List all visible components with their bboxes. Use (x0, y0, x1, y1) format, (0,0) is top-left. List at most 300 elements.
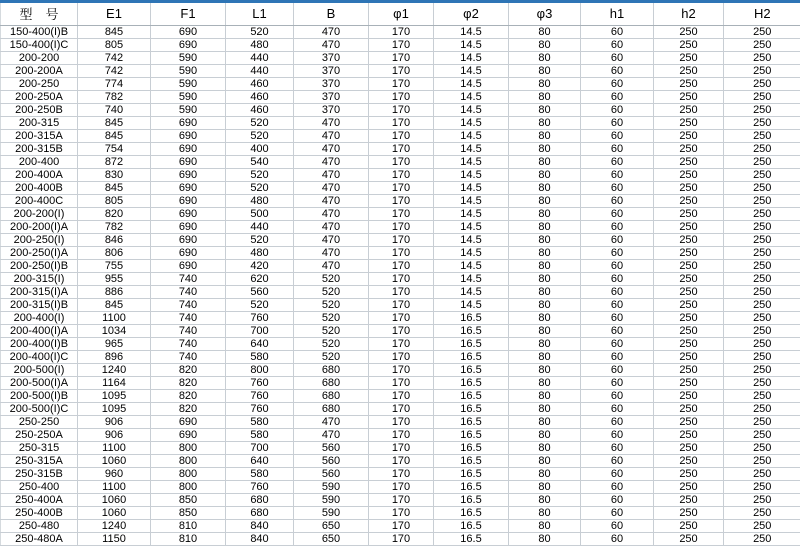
cell-model: 250-315A (1, 454, 78, 467)
cell-value: 250 (724, 103, 800, 116)
cell-value: 820 (151, 363, 226, 376)
cell-value: 16.5 (434, 324, 509, 337)
cell-model: 200-200(I) (1, 207, 78, 220)
cell-value: 80 (509, 337, 581, 350)
cell-value: 540 (226, 155, 294, 168)
cell-value: 250 (654, 467, 724, 480)
cell-value: 846 (78, 233, 151, 246)
cell-value: 80 (509, 129, 581, 142)
cell-value: 250 (724, 272, 800, 285)
cell-value: 14.5 (434, 155, 509, 168)
cell-value: 60 (581, 168, 654, 181)
table-row (1, 363, 800, 376)
cell-value: 250 (654, 376, 724, 389)
cell-value: 590 (151, 103, 226, 116)
cell-model: 200-500(I) (1, 363, 78, 376)
cell-value: 560 (294, 467, 369, 480)
cell-value: 250 (654, 168, 724, 181)
cell-value: 400 (226, 142, 294, 155)
cell-value: 170 (369, 441, 434, 454)
cell-value: 250 (724, 233, 800, 246)
cell-value: 60 (581, 90, 654, 103)
cell-value: 80 (509, 25, 581, 38)
cell-value: 896 (78, 350, 151, 363)
cell-value: 1240 (78, 363, 151, 376)
cell-value: 250 (654, 90, 724, 103)
cell-value: 170 (369, 38, 434, 51)
cell-value: 480 (226, 246, 294, 259)
cell-value: 845 (78, 116, 151, 129)
cell-value: 60 (581, 181, 654, 194)
cell-model: 250-400 (1, 480, 78, 493)
table-row (1, 155, 800, 168)
cell-value: 440 (226, 220, 294, 233)
cell-value: 805 (78, 38, 151, 51)
cell-value: 60 (581, 38, 654, 51)
cell-model: 200-250(I) (1, 233, 78, 246)
cell-value: 250 (654, 441, 724, 454)
cell-value: 60 (581, 142, 654, 155)
cell-value: 520 (294, 311, 369, 324)
cell-value: 250 (654, 493, 724, 506)
cell-value: 250 (724, 51, 800, 64)
cell-value: 14.5 (434, 51, 509, 64)
cell-value: 170 (369, 428, 434, 441)
cell-model: 200-200 (1, 51, 78, 64)
cell-value: 250 (654, 415, 724, 428)
cell-value: 1034 (78, 324, 151, 337)
cell-value: 170 (369, 207, 434, 220)
cell-value: 170 (369, 467, 434, 480)
cell-value: 590 (151, 90, 226, 103)
cell-value: 80 (509, 480, 581, 493)
cell-value: 470 (294, 129, 369, 142)
column-header: φ1 (369, 3, 434, 25)
cell-model: 250-480A (1, 532, 78, 545)
cell-value: 14.5 (434, 194, 509, 207)
table-row (1, 506, 800, 519)
cell-value: 690 (151, 25, 226, 38)
cell-value: 80 (509, 77, 581, 90)
cell-value: 250 (654, 519, 724, 532)
cell-value: 170 (369, 142, 434, 155)
cell-value: 250 (724, 220, 800, 233)
cell-value: 820 (151, 376, 226, 389)
cell-value: 470 (294, 168, 369, 181)
cell-value: 590 (294, 506, 369, 519)
cell-value: 470 (294, 415, 369, 428)
cell-value: 80 (509, 116, 581, 129)
cell-value: 820 (78, 207, 151, 220)
cell-value: 680 (226, 493, 294, 506)
cell-value: 580 (226, 350, 294, 363)
cell-value: 80 (509, 454, 581, 467)
cell-value: 14.5 (434, 129, 509, 142)
cell-value: 680 (294, 389, 369, 402)
cell-value: 80 (509, 415, 581, 428)
cell-value: 740 (151, 350, 226, 363)
cell-value: 16.5 (434, 493, 509, 506)
cell-value: 500 (226, 207, 294, 220)
cell-value: 760 (226, 480, 294, 493)
cell-value: 250 (654, 194, 724, 207)
cell-value: 60 (581, 480, 654, 493)
cell-value: 170 (369, 298, 434, 311)
cell-value: 60 (581, 441, 654, 454)
cell-value: 60 (581, 77, 654, 90)
cell-value: 810 (151, 519, 226, 532)
table-row (1, 428, 800, 441)
table-row (1, 259, 800, 272)
cell-value: 370 (294, 90, 369, 103)
cell-value: 1100 (78, 311, 151, 324)
cell-value: 250 (724, 259, 800, 272)
cell-value: 690 (151, 194, 226, 207)
cell-value: 60 (581, 51, 654, 64)
cell-value: 16.5 (434, 454, 509, 467)
cell-value: 886 (78, 285, 151, 298)
cell-value: 250 (654, 77, 724, 90)
cell-value: 80 (509, 233, 581, 246)
cell-value: 250 (654, 506, 724, 519)
cell-value: 250 (724, 25, 800, 38)
cell-value: 250 (654, 25, 724, 38)
cell-value: 690 (151, 155, 226, 168)
cell-value: 580 (226, 428, 294, 441)
cell-value: 470 (294, 25, 369, 38)
cell-value: 774 (78, 77, 151, 90)
column-header: φ3 (509, 3, 581, 25)
cell-value: 906 (78, 415, 151, 428)
cell-value: 250 (654, 272, 724, 285)
cell-value: 80 (509, 181, 581, 194)
cell-value: 60 (581, 337, 654, 350)
cell-value: 520 (226, 129, 294, 142)
cell-value: 14.5 (434, 142, 509, 155)
cell-value: 14.5 (434, 285, 509, 298)
cell-value: 14.5 (434, 64, 509, 77)
cell-value: 60 (581, 493, 654, 506)
cell-value: 480 (226, 38, 294, 51)
cell-value: 80 (509, 467, 581, 480)
table-row (1, 142, 800, 155)
table-row (1, 77, 800, 90)
cell-model: 200-250A (1, 90, 78, 103)
cell-value: 250 (654, 285, 724, 298)
cell-value: 170 (369, 246, 434, 259)
cell-value: 520 (226, 181, 294, 194)
cell-value: 80 (509, 376, 581, 389)
cell-value: 805 (78, 194, 151, 207)
cell-model: 200-250(I)B (1, 259, 78, 272)
table-row (1, 389, 800, 402)
cell-value: 80 (509, 90, 581, 103)
cell-value: 170 (369, 77, 434, 90)
cell-value: 250 (724, 116, 800, 129)
table-row (1, 220, 800, 233)
cell-model: 200-250B (1, 103, 78, 116)
cell-value: 250 (724, 168, 800, 181)
cell-value: 760 (226, 389, 294, 402)
cell-value: 800 (151, 454, 226, 467)
cell-value: 170 (369, 350, 434, 363)
cell-value: 250 (654, 311, 724, 324)
table-header (1, 3, 800, 25)
cell-model: 250-480 (1, 519, 78, 532)
cell-value: 690 (151, 415, 226, 428)
cell-value: 690 (151, 168, 226, 181)
cell-value: 250 (654, 259, 724, 272)
table-row (1, 246, 800, 259)
table-row (1, 402, 800, 415)
cell-value: 80 (509, 285, 581, 298)
cell-value: 250 (724, 90, 800, 103)
cell-value: 170 (369, 272, 434, 285)
cell-value: 60 (581, 298, 654, 311)
cell-value: 1060 (78, 493, 151, 506)
cell-value: 250 (724, 532, 800, 545)
table-row (1, 532, 800, 545)
cell-value: 250 (654, 298, 724, 311)
cell-value: 590 (151, 77, 226, 90)
cell-value: 60 (581, 233, 654, 246)
cell-value: 845 (78, 181, 151, 194)
cell-value: 80 (509, 38, 581, 51)
table-row (1, 519, 800, 532)
cell-value: 14.5 (434, 259, 509, 272)
cell-value: 800 (226, 363, 294, 376)
cell-value: 520 (226, 298, 294, 311)
cell-value: 250 (724, 207, 800, 220)
table-row (1, 90, 800, 103)
cell-value: 560 (226, 285, 294, 298)
cell-value: 170 (369, 389, 434, 402)
cell-value: 250 (724, 519, 800, 532)
table-row (1, 207, 800, 220)
cell-value: 420 (226, 259, 294, 272)
cell-value: 60 (581, 259, 654, 272)
cell-value: 460 (226, 103, 294, 116)
column-header: F1 (151, 3, 226, 25)
cell-value: 470 (294, 181, 369, 194)
cell-value: 14.5 (434, 103, 509, 116)
cell-value: 680 (294, 402, 369, 415)
cell-value: 370 (294, 64, 369, 77)
cell-model: 250-400B (1, 506, 78, 519)
cell-value: 1240 (78, 519, 151, 532)
cell-value: 740 (151, 337, 226, 350)
cell-value: 470 (294, 155, 369, 168)
cell-value: 14.5 (434, 38, 509, 51)
cell-value: 520 (294, 350, 369, 363)
cell-value: 170 (369, 493, 434, 506)
cell-value: 955 (78, 272, 151, 285)
cell-value: 250 (724, 246, 800, 259)
cell-value: 60 (581, 454, 654, 467)
cell-model: 200-200(I)A (1, 220, 78, 233)
cell-value: 80 (509, 350, 581, 363)
cell-value: 60 (581, 103, 654, 116)
cell-value: 60 (581, 519, 654, 532)
cell-value: 60 (581, 376, 654, 389)
cell-value: 60 (581, 285, 654, 298)
cell-value: 80 (509, 324, 581, 337)
cell-value: 740 (151, 272, 226, 285)
cell-value: 14.5 (434, 181, 509, 194)
cell-value: 690 (151, 233, 226, 246)
cell-value: 250 (724, 467, 800, 480)
cell-value: 60 (581, 324, 654, 337)
cell-value: 250 (654, 363, 724, 376)
cell-value: 250 (654, 181, 724, 194)
cell-model: 200-400 (1, 155, 78, 168)
cell-value: 80 (509, 298, 581, 311)
table-row (1, 194, 800, 207)
cell-value: 250 (724, 428, 800, 441)
cell-value: 250 (654, 480, 724, 493)
cell-value: 250 (654, 207, 724, 220)
cell-value: 80 (509, 207, 581, 220)
cell-value: 80 (509, 103, 581, 116)
column-header: h1 (581, 3, 654, 25)
cell-value: 80 (509, 402, 581, 415)
cell-value: 80 (509, 519, 581, 532)
cell-value: 470 (294, 38, 369, 51)
cell-value: 850 (151, 506, 226, 519)
cell-value: 810 (151, 532, 226, 545)
cell-value: 14.5 (434, 116, 509, 129)
cell-value: 520 (294, 298, 369, 311)
cell-value: 560 (294, 441, 369, 454)
cell-model: 250-250A (1, 428, 78, 441)
cell-value: 14.5 (434, 233, 509, 246)
cell-value: 250 (724, 38, 800, 51)
cell-value: 170 (369, 168, 434, 181)
table-row (1, 285, 800, 298)
cell-value: 250 (724, 337, 800, 350)
table-row (1, 454, 800, 467)
cell-value: 60 (581, 64, 654, 77)
cell-value: 560 (294, 454, 369, 467)
cell-value: 60 (581, 506, 654, 519)
cell-value: 782 (78, 90, 151, 103)
cell-value: 250 (654, 402, 724, 415)
cell-value: 170 (369, 454, 434, 467)
cell-value: 690 (151, 38, 226, 51)
cell-value: 170 (369, 90, 434, 103)
cell-value: 60 (581, 415, 654, 428)
cell-value: 16.5 (434, 311, 509, 324)
cell-value: 250 (654, 337, 724, 350)
cell-value: 16.5 (434, 441, 509, 454)
cell-value: 250 (654, 233, 724, 246)
cell-value: 1100 (78, 441, 151, 454)
cell-value: 580 (226, 415, 294, 428)
cell-value: 1095 (78, 389, 151, 402)
cell-value: 250 (654, 220, 724, 233)
cell-value: 250 (654, 116, 724, 129)
cell-model: 200-250 (1, 77, 78, 90)
cell-value: 760 (226, 402, 294, 415)
cell-value: 740 (151, 285, 226, 298)
cell-model: 200-500(I)C (1, 402, 78, 415)
cell-value: 250 (724, 480, 800, 493)
cell-value: 170 (369, 155, 434, 168)
table-row (1, 493, 800, 506)
cell-value: 250 (654, 142, 724, 155)
cell-value: 250 (654, 389, 724, 402)
cell-value: 690 (151, 129, 226, 142)
table-row (1, 38, 800, 51)
cell-value: 170 (369, 480, 434, 493)
cell-value: 830 (78, 168, 151, 181)
cell-value: 470 (294, 220, 369, 233)
cell-value: 590 (151, 51, 226, 64)
cell-value: 690 (151, 428, 226, 441)
cell-value: 960 (78, 467, 151, 480)
table-row (1, 168, 800, 181)
cell-value: 170 (369, 532, 434, 545)
cell-value: 16.5 (434, 467, 509, 480)
cell-value: 14.5 (434, 168, 509, 181)
cell-value: 60 (581, 155, 654, 168)
cell-value: 806 (78, 246, 151, 259)
cell-value: 250 (654, 246, 724, 259)
cell-value: 845 (78, 298, 151, 311)
cell-value: 1095 (78, 402, 151, 415)
cell-value: 520 (226, 25, 294, 38)
table-row (1, 441, 800, 454)
cell-value: 80 (509, 220, 581, 233)
cell-value: 250 (724, 389, 800, 402)
cell-value: 250 (724, 194, 800, 207)
table-row (1, 467, 800, 480)
table-row (1, 480, 800, 493)
cell-value: 370 (294, 103, 369, 116)
cell-value: 520 (294, 324, 369, 337)
cell-value: 170 (369, 25, 434, 38)
cell-value: 850 (151, 493, 226, 506)
cell-value: 80 (509, 389, 581, 402)
cell-value: 60 (581, 220, 654, 233)
cell-value: 16.5 (434, 402, 509, 415)
cell-value: 250 (724, 155, 800, 168)
cell-value: 470 (294, 207, 369, 220)
cell-model: 200-400C (1, 194, 78, 207)
cell-value: 60 (581, 389, 654, 402)
cell-model: 200-315(I)A (1, 285, 78, 298)
cell-value: 690 (151, 181, 226, 194)
cell-value: 520 (226, 233, 294, 246)
cell-value: 170 (369, 285, 434, 298)
cell-value: 16.5 (434, 428, 509, 441)
cell-model: 200-400A (1, 168, 78, 181)
cell-value: 520 (226, 116, 294, 129)
cell-value: 14.5 (434, 90, 509, 103)
cell-value: 740 (151, 298, 226, 311)
table-row (1, 51, 800, 64)
cell-value: 250 (724, 493, 800, 506)
cell-value: 800 (151, 467, 226, 480)
cell-model: 200-400(I) (1, 311, 78, 324)
cell-value: 1100 (78, 480, 151, 493)
cell-value: 520 (294, 285, 369, 298)
cell-model: 200-315(I)B (1, 298, 78, 311)
cell-value: 700 (226, 324, 294, 337)
cell-value: 60 (581, 350, 654, 363)
cell-value: 370 (294, 77, 369, 90)
cell-value: 80 (509, 363, 581, 376)
